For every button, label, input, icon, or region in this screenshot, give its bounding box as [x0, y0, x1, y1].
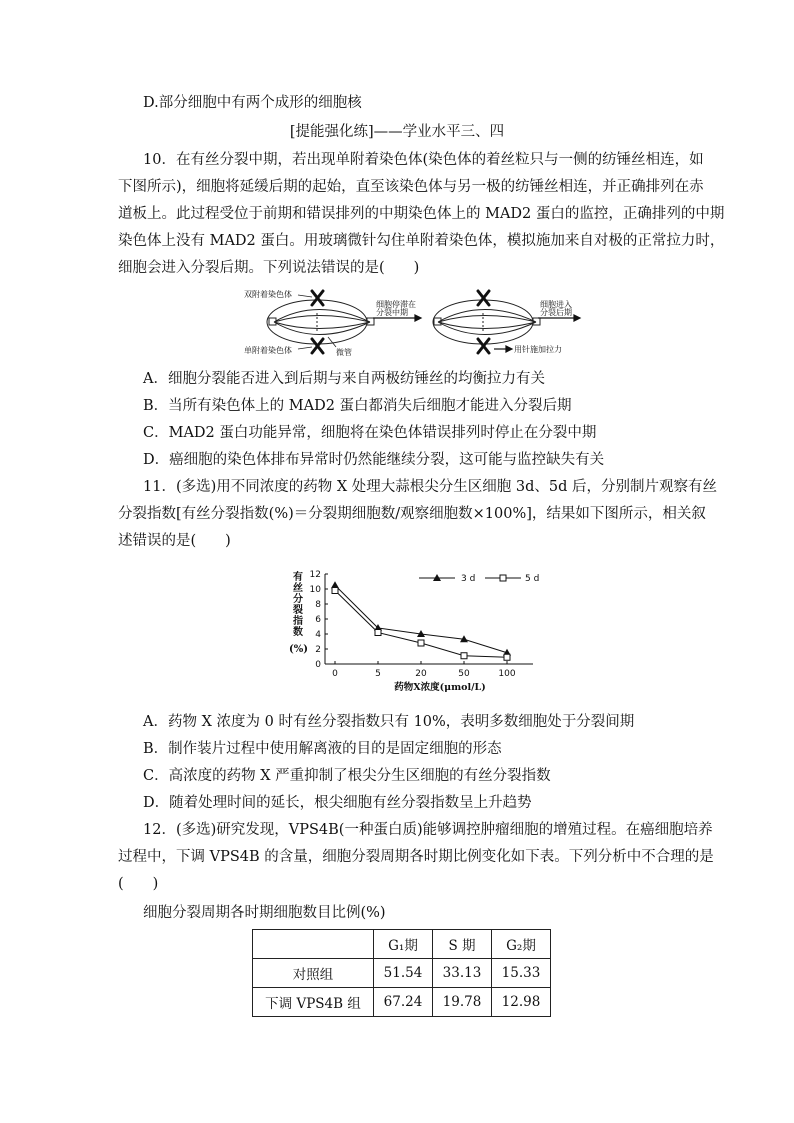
label-anaphase-1: 细胞进入 [540, 300, 572, 309]
label-microtubule: 微管 [336, 348, 352, 357]
table-header-cell: S 期 [433, 930, 492, 959]
table-row [253, 959, 551, 988]
q11-option-b: B．制作装片过程中使用解离液的目的是固定细胞的形态 [143, 741, 502, 757]
q12-line: ( ) [118, 876, 159, 892]
q10-line: 10．在有丝分裂中期，若出现单附着染色体(染色体的着丝粒只与一侧的纺锤丝相连，如 [143, 152, 704, 168]
q10-line: 道板上。此过程受位于前期和错误排列的中期染色体上的 MAD2 蛋白的监控，正确排列的中期 [118, 206, 725, 222]
data-point-5d [504, 654, 510, 660]
legend [419, 574, 539, 584]
table-cell: 33.13 [433, 959, 492, 988]
table-cell: 对照组 [253, 959, 374, 988]
q10-option-b: B．当所有染色体上的 MAD2 蛋白都消失后细胞才能进入分裂后期 [143, 398, 572, 414]
table-header-cell: G₂期 [492, 930, 551, 959]
q11-option-c: C．高浓度的药物 X 严重抑制了根尖分生区细胞的有丝分裂指数 [143, 768, 551, 784]
table-cell: 12.98 [492, 988, 551, 1017]
q11-line: 11．(多选)用不同浓度的药物 X 处理大蒜根尖分生区细胞 3d、5d 后，分别制片观察有丝 [143, 479, 718, 495]
data-point-5d [375, 630, 381, 636]
table-row [253, 988, 551, 1017]
legend-label-5d: 5 d [525, 574, 540, 584]
q10-line: 染色体上没有 MAD2 蛋白。用玻璃微针勾住单附着染色体，模拟施加来自对极的正常拉力时， [118, 233, 725, 249]
single-attached-chromosome [312, 339, 323, 353]
q11-option-d: D．随着处理时间的延长，根尖细胞有丝分裂指数呈上升趋势 [143, 795, 532, 811]
q10-option-a: A．细胞分裂能否进入到后期与来自两极纺锤丝的均衡拉力有关 [143, 371, 545, 387]
q11-option-a: A．药物 X 浓度为 0 时有丝分裂指数只有 10%，表明多数细胞处于分裂间期 [143, 714, 635, 730]
table-header-row [253, 930, 551, 959]
data-point-5d [332, 588, 338, 594]
q12-line: 过程中，下调 VPS4B 的含量，细胞分裂周期各时期比例变化如下表。下列分析中不合理的是 [118, 849, 714, 865]
x-tick-label: 5 [375, 669, 381, 679]
q11-line: 述错误的是( ) [118, 533, 231, 549]
q12-line: 12．(多选)研究发现，VPS4B(一种蛋白质)能够调控肿瘤细胞的增殖过程。在癌细胞培养 [143, 822, 713, 838]
y-tick-label: 10 [309, 585, 321, 595]
spindle-diagram [240, 287, 580, 359]
mitotic-index-chart [285, 566, 545, 696]
right-spindle-fibers [438, 310, 536, 335]
y-axis-label-unit: (%) [289, 644, 308, 655]
left-spindle-fibers [274, 310, 370, 335]
q9-option-d: D.部分细胞中有两个成形的细胞核 [143, 95, 362, 111]
section-heading: [提能强化练]——学业水平三、四 [289, 124, 505, 140]
double-attached-chromosome [312, 291, 323, 305]
table-cell: 51.54 [374, 959, 433, 988]
q10-option-c: C．MAD2 蛋白功能异常，细胞将在染色体错误排列时停止在分裂中期 [143, 425, 597, 441]
y-axis-label-char: 裂 [293, 605, 303, 616]
data-point-5d [461, 653, 467, 659]
table-cell: 67.24 [374, 988, 433, 1017]
y-tick-label: 2 [315, 645, 321, 655]
table-cell: 下调 VPS4B 组 [253, 988, 374, 1017]
y-tick-label: 8 [315, 600, 321, 610]
y-axis-label-char: 有 [293, 572, 303, 583]
legend-marker-5d [500, 575, 506, 581]
y-tick-label: 4 [315, 630, 321, 640]
table-header-cell: G₁期 [374, 930, 433, 959]
q10-line: 下图所示)，细胞将延缓后期的起始，直至该染色体与另一极的纺锤丝相连，并正确排列在赤 [118, 179, 704, 195]
y-tick-label: 12 [309, 570, 321, 580]
table-header-cell [253, 930, 374, 959]
y-axis-label-char: 数 [293, 627, 303, 638]
q11-line: 分裂指数[有丝分裂指数(%)＝分裂期细胞数/观察细胞数×100%]，结果如下图所示，相关叙 [118, 506, 706, 522]
y-axis-label-char: 分 [293, 594, 303, 605]
q10-option-d: D．癌细胞的染色体排布异常时仍然能继续分裂，这可能与监控缺失有关 [143, 452, 605, 468]
x-tick-label: 50 [458, 669, 470, 679]
y-tick-label: 0 [315, 660, 321, 670]
label-stall-2: 分裂中期 [376, 308, 408, 317]
y-axis-label-char: 丝 [293, 583, 303, 594]
x-tick-label: 20 [415, 669, 427, 679]
series-line-1 [335, 591, 507, 658]
label-anaphase-2: 分裂后期 [540, 308, 572, 317]
table-caption: 细胞分裂周期各时期细胞数目比例(%) [143, 905, 386, 921]
table-cell: 15.33 [492, 959, 551, 988]
data-point-5d [418, 640, 424, 646]
y-tick-label: 6 [315, 615, 321, 625]
table-cell: 19.78 [433, 988, 492, 1017]
legend-label-3d: 3 d [461, 574, 476, 584]
q10-line: 细胞会进入分裂后期。下列说法错误的是( ) [118, 260, 420, 276]
x-tick-label: 100 [498, 669, 516, 679]
x-tick-label: 0 [332, 669, 338, 679]
label-needle: 用针施加拉力 [514, 345, 562, 354]
label-stall-1: 细胞停滞在 [376, 300, 416, 309]
label-double-attached: 双附着染色体 [244, 290, 292, 299]
label-single-attached: 单附着染色体 [244, 346, 292, 355]
y-axis-label-char: 指 [293, 616, 303, 627]
x-axis-label: 药物X浓度(μmol/L) [394, 682, 486, 693]
cell-cycle-table [252, 929, 551, 1017]
